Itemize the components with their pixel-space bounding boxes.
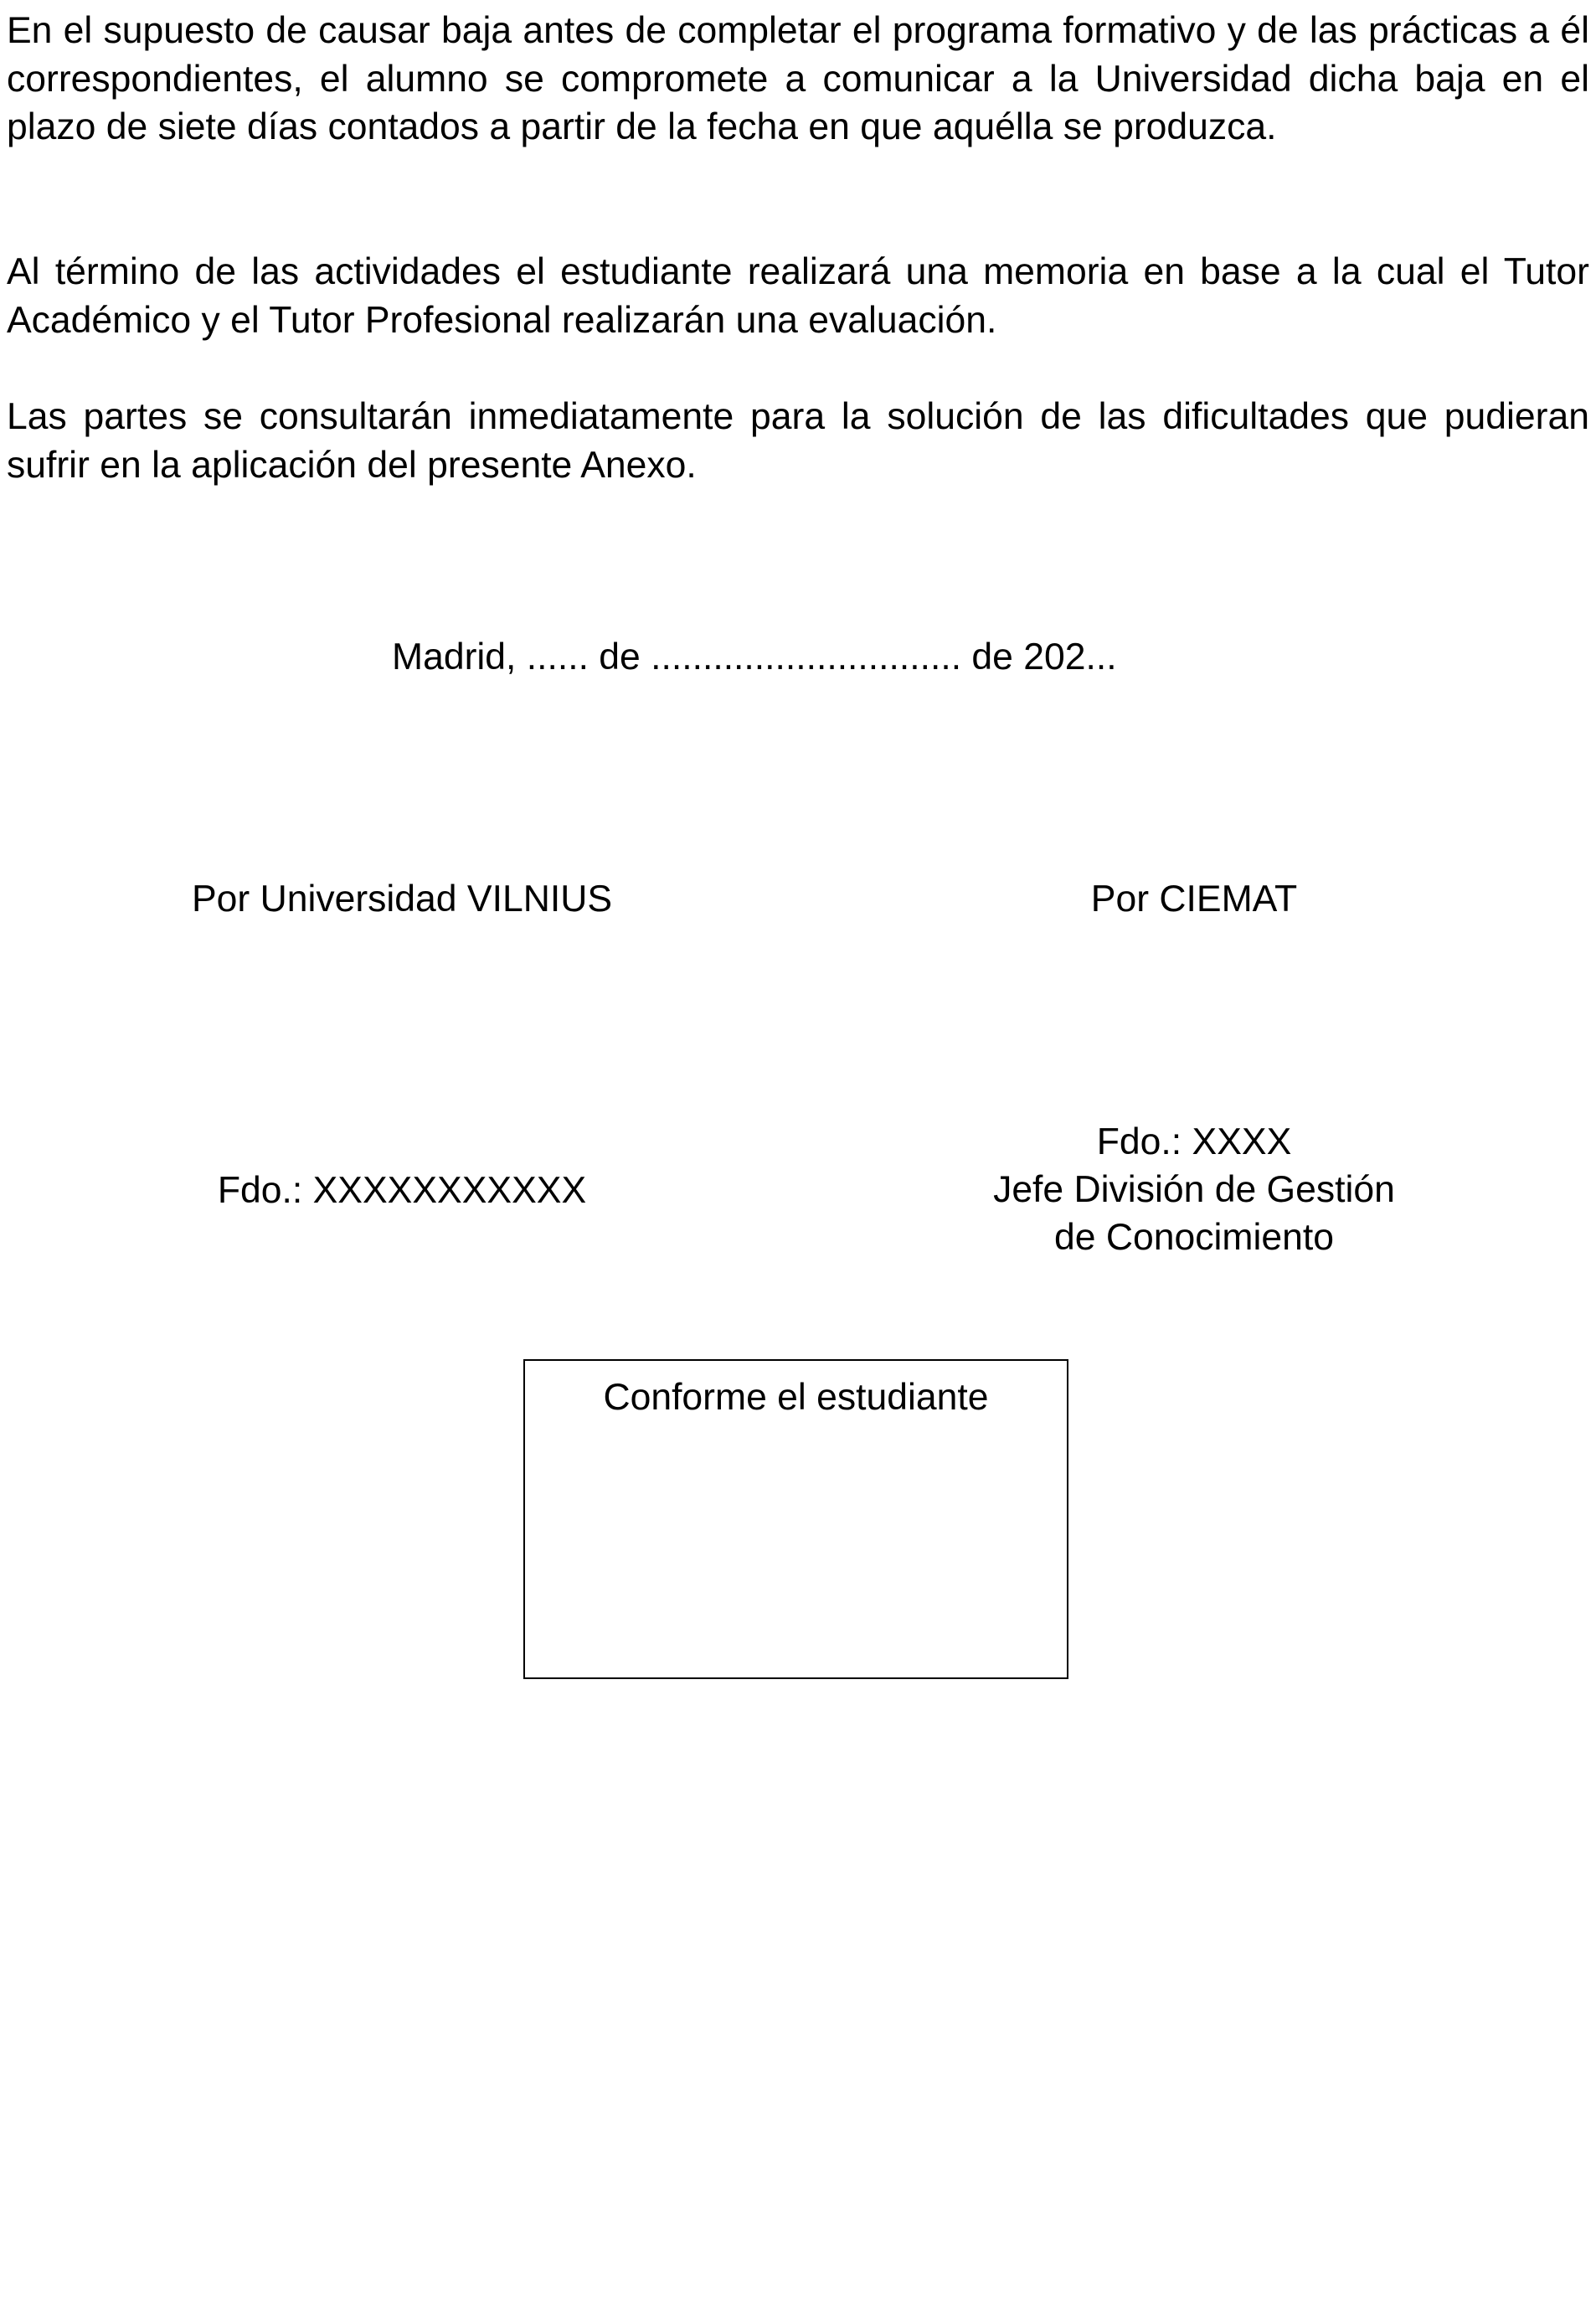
student-approval-box (523, 1359, 1068, 1679)
signature-right-block (857, 1118, 1531, 1261)
signature-right-title: Por CIEMAT (1090, 878, 1298, 920)
signature-left-name: Fdo.: XXXXXXXXXXX (217, 1170, 587, 1211)
paragraph-consultation: Las partes se consultarán inmediatamente para la solución de las dificultades que pudieran sufrir en la aplicación del presente Anexo. (7, 396, 1589, 486)
signature-right-name: Fdo.: XXXX (1096, 1121, 1292, 1162)
paragraph-withdrawal-notice: En el supuesto de causar baja antes de completar el programa formativo y de las prácticas a él correspondientes, el alumno se compromete a comunicar a la Universidad dicha baja en el plazo de siete días contados a partir de la fecha en que aquélla se produzca. (7, 10, 1589, 147)
signature-right-role-line1: Jefe División de Gestión (993, 1169, 1395, 1210)
paragraph-final-report: Al término de las actividades el estudiante realizará una memoria en base a la cual el Tutor Académico y el Tutor Profesional realizarán una evaluación. (7, 251, 1589, 341)
date-line-text: Madrid, ...... de .............................. de 202... (392, 636, 1117, 678)
signature-left-title: Por Universidad VILNIUS (191, 878, 613, 920)
student-approval-label: Conforme el estudiante (603, 1377, 989, 1418)
signature-right-role-line2: de Conocimiento (1054, 1217, 1334, 1258)
